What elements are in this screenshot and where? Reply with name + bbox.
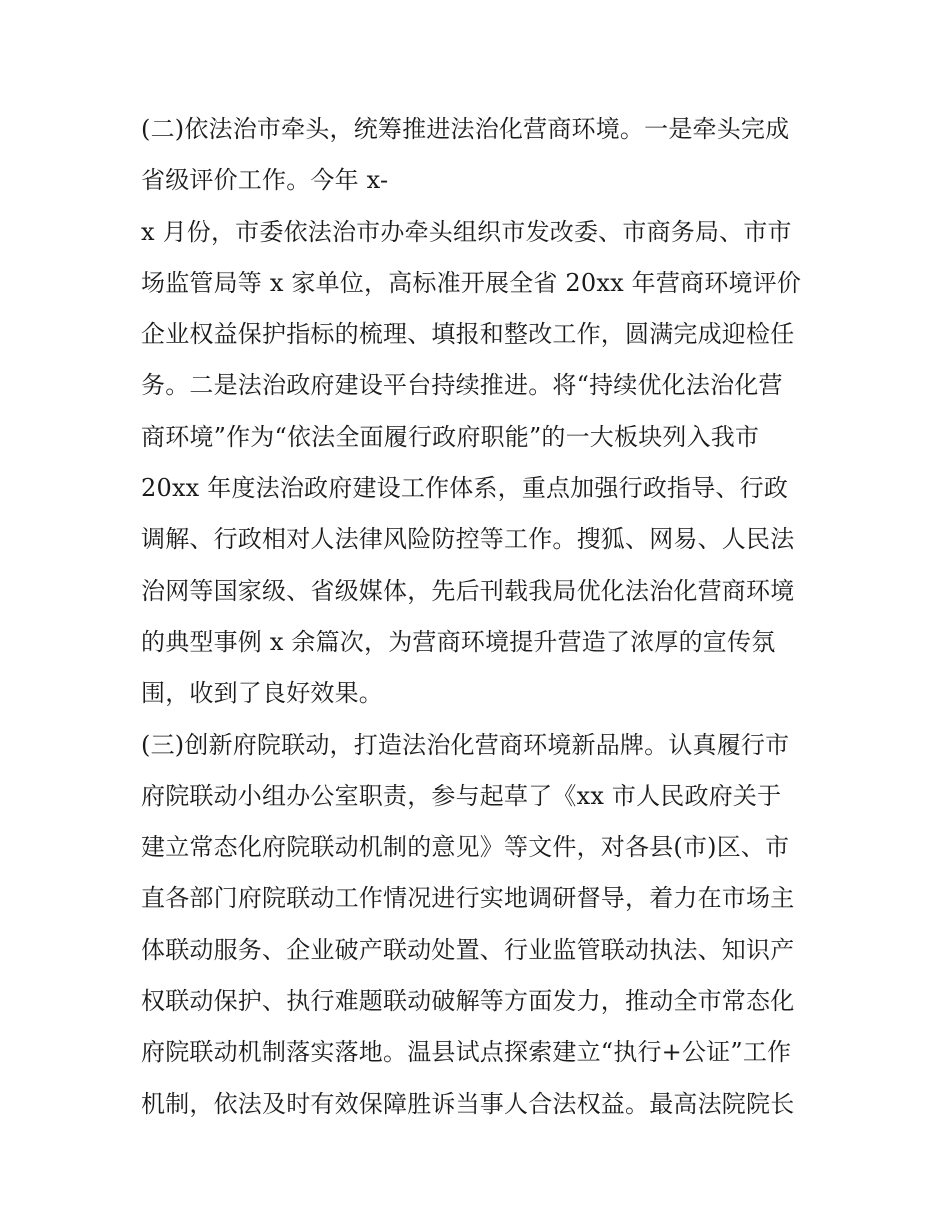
text-line: 治网等国家级、省级媒体，先后刊载我局优化法治化营商环境 xyxy=(141,576,795,605)
text-line: 场监管局等 x 家单位，高标准开展全省 20xx 年营商环境评价 xyxy=(141,268,802,297)
text-line: 20xx 年度法治政府建设工作体系，重点加强行政指导、行政 xyxy=(141,474,789,503)
text-line: 府院联动机制落实落地。温县试点探索建立“执行+公证”工作 xyxy=(141,1038,792,1067)
text-line: 调解、行政相对人法律风险防控等工作。搜狐、网易、人民法 xyxy=(141,525,795,554)
text-line: 企业权益保护指标的梳理、填报和整改工作，圆满完成迎检任 xyxy=(141,320,795,349)
text-line: 围，收到了良好效果。 xyxy=(141,679,383,708)
text-line: x 月份，市委依法治市办牵头组织市发改委、市商务局、市市 xyxy=(141,217,792,246)
text-line: 权联动保护、执行难题联动破解等方面发力，推动全市常态化 xyxy=(141,987,795,1016)
text-line: 建立常态化府院联动机制的意见》等文件，对各县(市)区、市 xyxy=(141,833,790,862)
text-line: 务。二是法治政府建设平台持续推进。将“持续优化法治化营 xyxy=(141,371,783,400)
text-line: 的典型事例 x 余篇次，为营商环境提升营造了浓厚的宣传氛 xyxy=(141,627,776,656)
document-body xyxy=(141,104,821,1130)
text-line: 省级评价工作。今年 x- xyxy=(141,166,389,195)
text-line: 府院联动小组办公室职责，参与起草了《xx 市人民政府关于 xyxy=(141,781,782,810)
text-line: 体联动服务、企业破产联动处置、行业监管联动执法、知识产 xyxy=(141,935,795,964)
text-line: (三)创新府院联动，打造法治化营商环境新品牌。认真履行市 xyxy=(141,730,790,759)
text-line: 机制，依法及时有效保障胜诉当事人合法权益。最高法院院长 xyxy=(141,1089,795,1118)
text-line: 商环境”作为“依法全面履行政府职能”的一大板块列入我市 xyxy=(141,422,760,451)
text-line: 直各部门府院联动工作情况进行实地调研督导，着力在市场主 xyxy=(141,884,795,913)
text-line: (二)依法治市牵头，统筹推进法治化营商环境。一是牵头完成 xyxy=(141,115,790,143)
